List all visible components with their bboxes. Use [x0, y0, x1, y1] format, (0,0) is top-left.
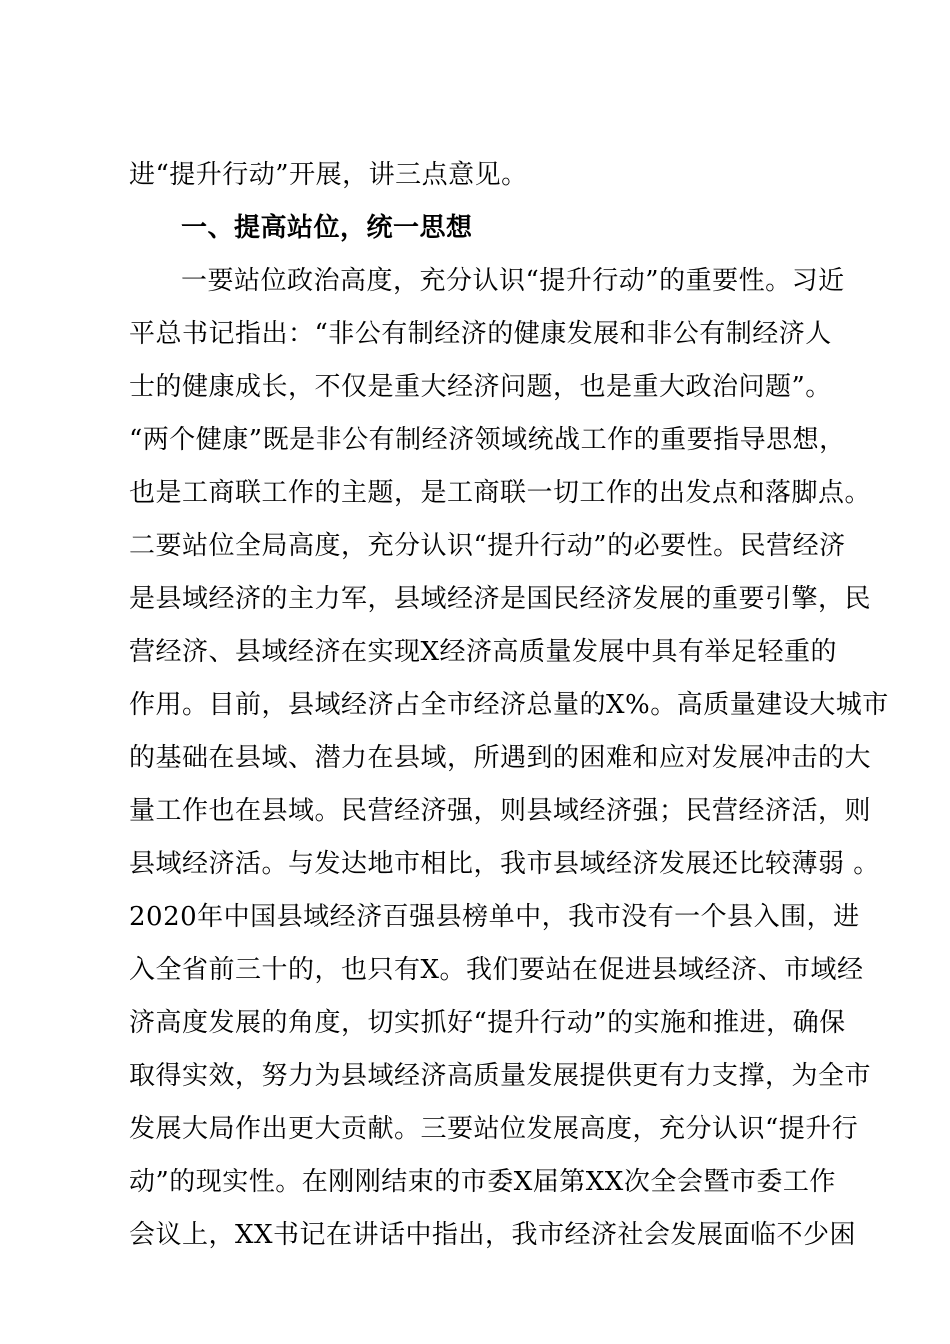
paragraph-line: 2020年中国县域经济百强县榜单中，我市没有一个县入围，进 [129, 902, 860, 932]
paragraph-line: 士的健康成长，不仅是重大经济问题，也是重大政治问题”。 [129, 372, 832, 402]
paragraph-line: 营经济、县域经济在实现X经济高质量发展中具有举足轻重的 [129, 637, 838, 667]
paragraph-line: “两个健康”既是非公有制经济领域统战工作的重要指导思想， [129, 425, 846, 455]
paragraph-line: 平总书记指出：“非公有制经济的健康发展和非公有制经济人 [129, 319, 832, 349]
paragraph-line: 取得实效，努力为县域经济高质量发展提供更有力支撑，为全市 [129, 1061, 872, 1091]
paragraph-line: 会议上，XX书记在讲话中指出，我市经济社会发展面临不少困 [129, 1220, 857, 1250]
paragraph-line: 济高度发展的角度，切实抓好“提升行动”的实施和推进，确保 [129, 1008, 846, 1038]
paragraph-line: 县域经济活。与发达地市相比，我市县域经济发展还比较薄弱 。 [129, 849, 880, 879]
paragraph-line: 一要站位政治高度，充分认识“提升行动”的重要性。习近 [181, 266, 845, 296]
paragraph-line: 量工作也在县域。民营经济强，则县域经济强；民营经济活，则 [129, 796, 872, 826]
paragraph-line: 入全省前三十的，也只有X。我们要站在促进县域经济、市域经 [129, 955, 864, 985]
paragraph-line: 的基础在县域、潜力在县域，所遇到的困难和应对发展冲击的大 [129, 743, 872, 773]
section-heading: 一、提高站位，统一思想 [181, 213, 473, 243]
paragraph-continuation-line: 进“提升行动”开展，讲三点意见。 [129, 160, 528, 190]
document-body [129, 149, 889, 1262]
paragraph-line: 发展大局作出更大贡献。三要站位发展高度，充分认识“提升行 [129, 1114, 859, 1144]
paragraph-line: 也是工商联工作的主题，是工商联一切工作的出发点和落脚点。 [129, 478, 872, 508]
paragraph-line: 是县域经济的主力军，县域经济是国民经济发展的重要引擎，民 [129, 584, 872, 614]
paragraph-line: 动”的现实性。在刚刚结束的市委X届第XX次全会暨市委工作 [129, 1167, 836, 1197]
paragraph-line: 作用。目前，县域经济占全市经济总量的X%。高质量建设大城市 [129, 690, 889, 720]
paragraph-line: 二要站位全局高度，充分认识“提升行动”的必要性。民营经济 [129, 531, 846, 561]
